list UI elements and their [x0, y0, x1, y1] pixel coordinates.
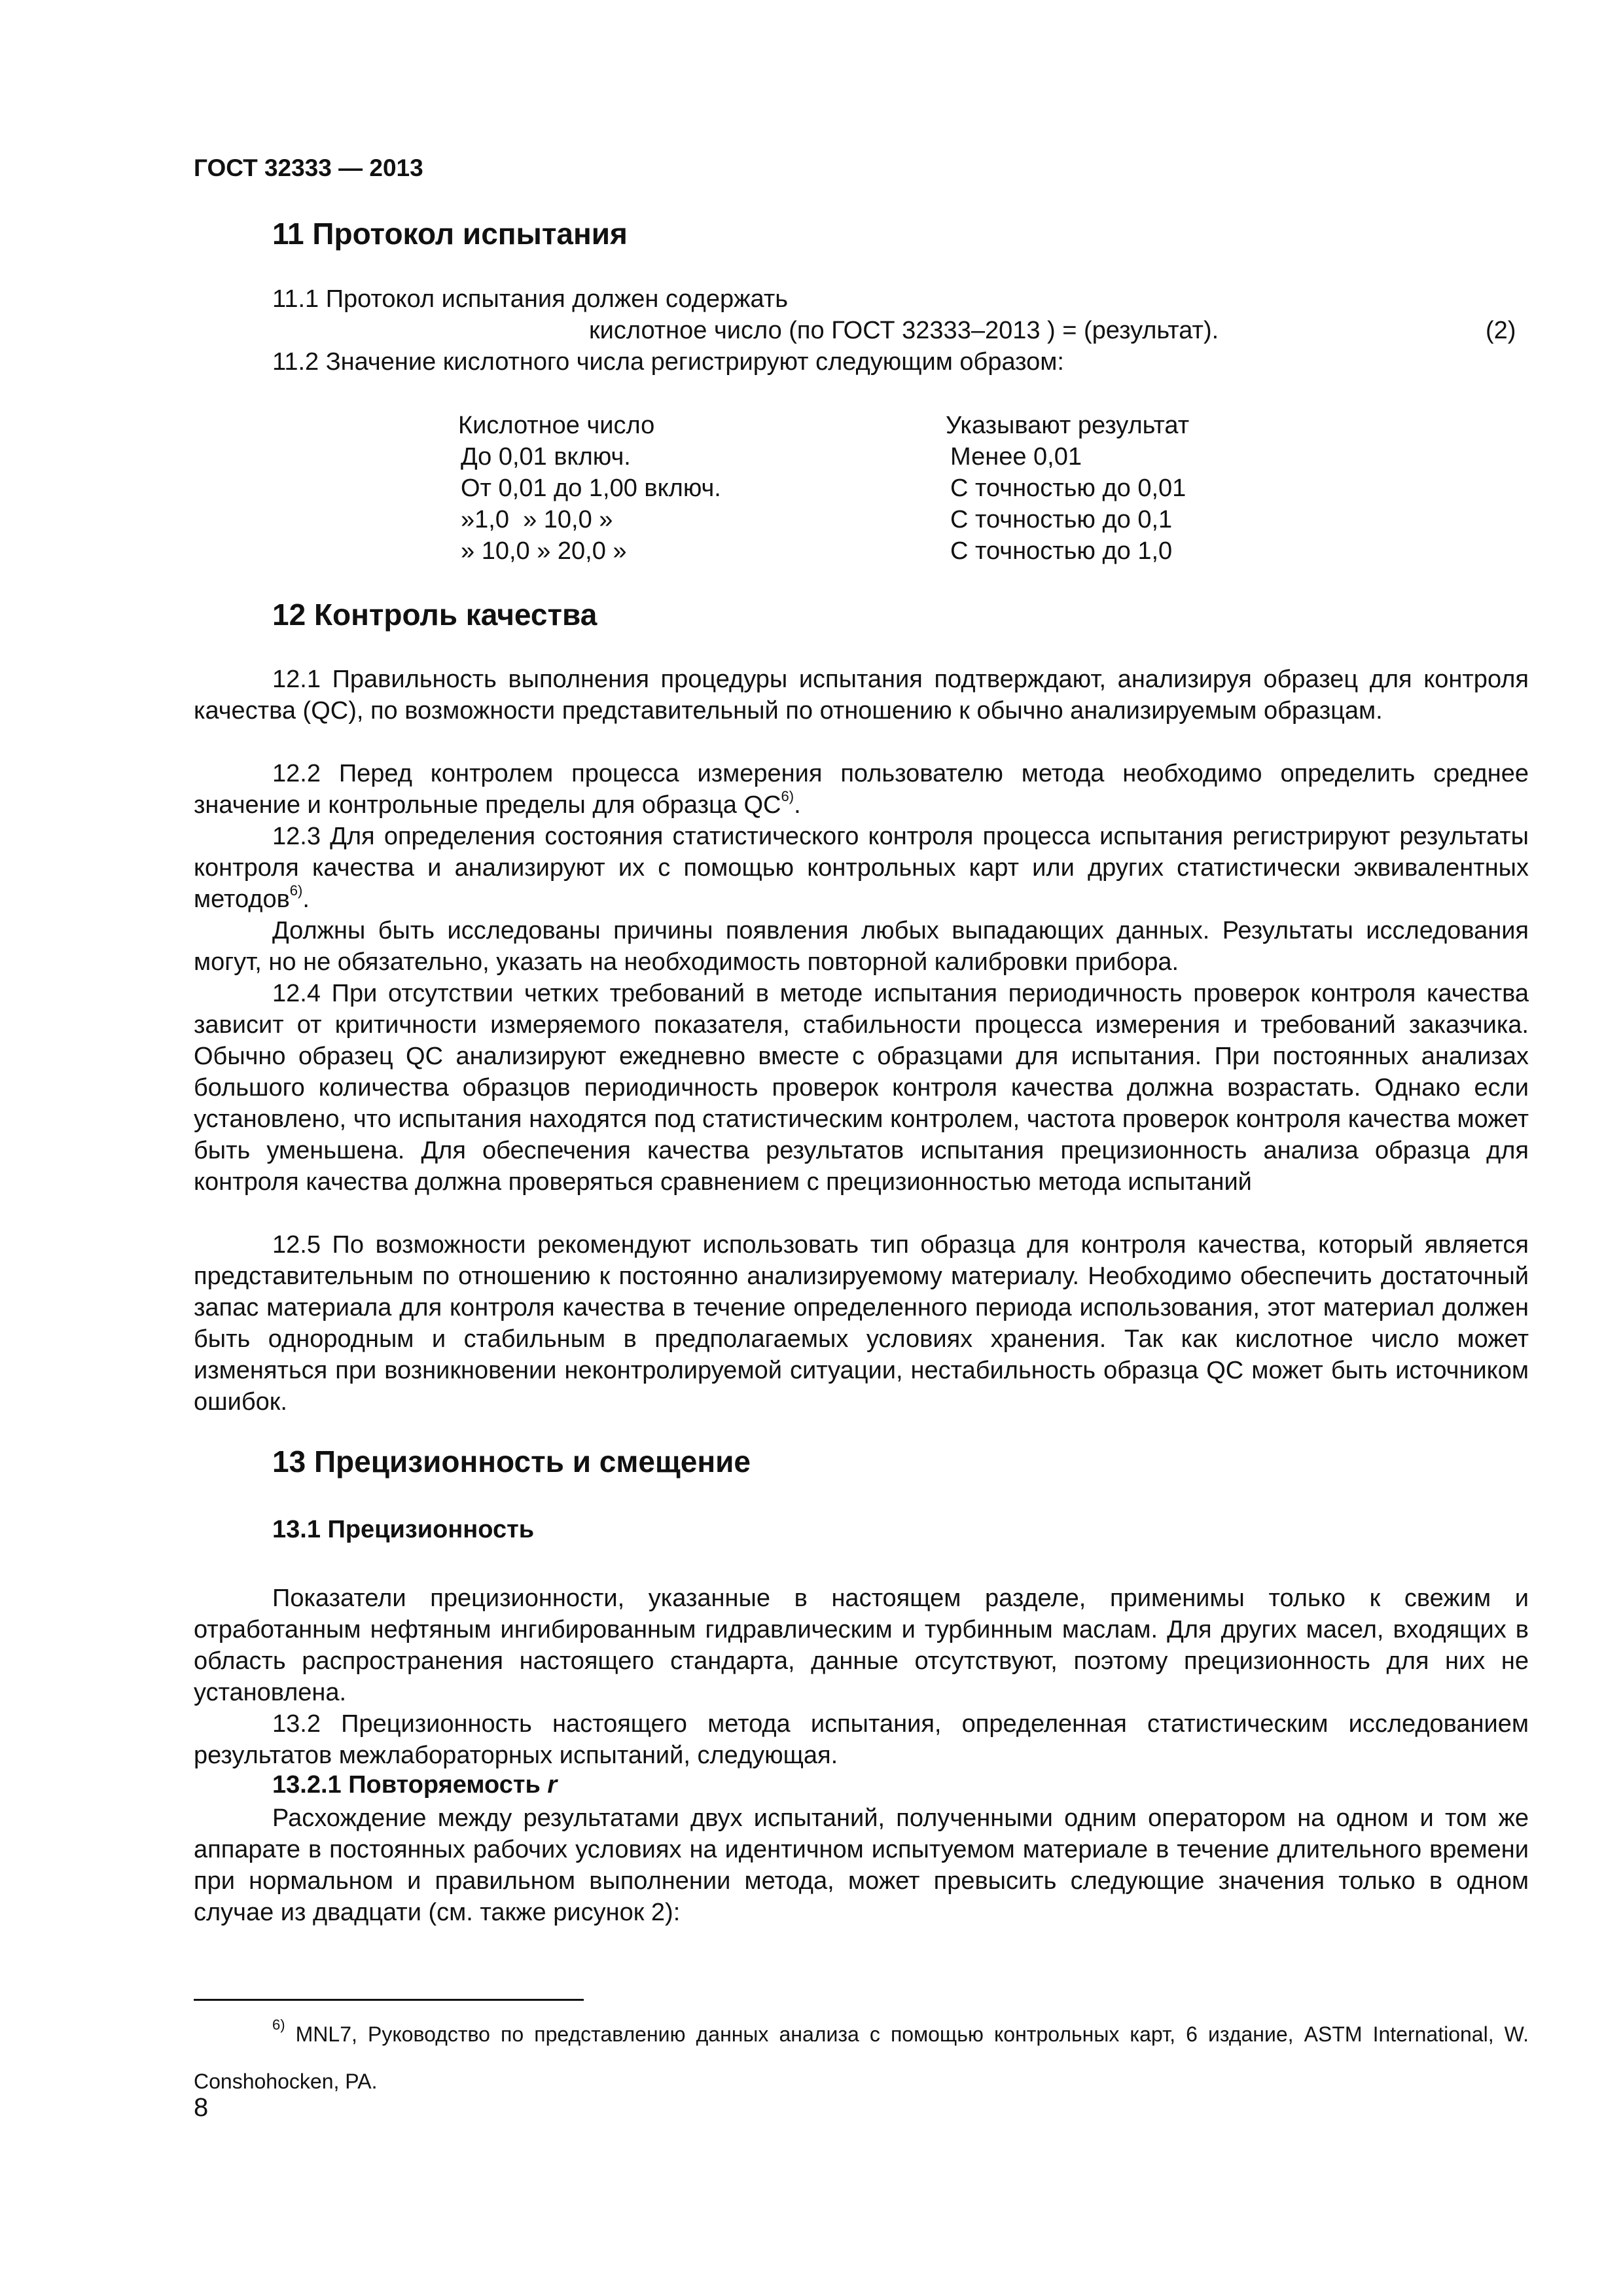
page-number: 8 [194, 2093, 209, 2122]
footnote-separator [194, 1999, 584, 2001]
paragraph-12-2-text: 12.2 Перед контролем процесса измерения пользователю метода необходимо определить среднее значение и контрольные пределы для образца QC [194, 760, 1529, 819]
paragraph-13-1: Показатели прецизионности, указанные в настоящем разделе, применимы только к свежим и отработанным нефтяным ингибированным гидравлическим и турбинным маслам. Для других масел, входящих в область распространения настоящего стандарта, данные отсутствуют, поэтому прецизионность для них не установлена. [194, 1585, 1529, 1706]
section-13-heading: 13 Прецизионность и смещение [272, 1444, 751, 1479]
paragraph-12-3 [194, 821, 1529, 915]
table-cell: »1,0 » 10,0 » [461, 506, 613, 533]
subsection-13-2-1-heading [272, 1771, 557, 1799]
paragraph-13-2: 13.2 Прецизионность настоящего метода испытания, определенная статистическим исследованием результатов межлабораторных испытаний, следующая. [194, 1710, 1529, 1769]
paragraph-12-1: 12.1 Правильность выполнения процедуры испытания подтверждают, анализируя образец для контроля качества (QC), по возможности представительный по отношению к обычно анализируемым образцам. [194, 666, 1529, 725]
table-cell: С точностью до 0,01 [950, 475, 1186, 502]
section-12-heading: 12 Контроль качества [272, 598, 597, 632]
subsection-13-2-1-title: 13.2.1 Повторяемость [272, 1771, 548, 1799]
table-cell: С точностью до 1,0 [950, 537, 1173, 565]
table-row [458, 441, 1440, 473]
paragraph-end-mark: . [302, 886, 310, 913]
footnote-ref: 6) [781, 788, 794, 804]
acid-number-table [458, 410, 1440, 567]
formula-line: кислотное число (по ГОСТ 32333–2013 ) = (результат). [589, 317, 1219, 344]
footnote-mark: 6) [272, 2017, 285, 2033]
footnote-6 [194, 2011, 1529, 2105]
table-cell: » 10,0 » 20,0 » [461, 537, 627, 565]
repeatability-symbol: r [547, 1771, 558, 1799]
footnote-ref: 6) [289, 882, 303, 899]
footnote-text: MNL7, Руководство по представлению данных анализа с помощью контрольных карт, 6 издание, ASTM International, W. Conshohocken, PA. [194, 2022, 1529, 2093]
paragraph-13-2-1: Расхождение между результатами двух испытаний, полученными одним оператором на одном и том же аппарате в постоянных рабочих условиях на идентичном испытуемом материале в течение длительного времени при нормальном и правильном выполнении метода, может превысить следующие значения только в одном случае из двадцати (см. также рисунок 2): [194, 1804, 1529, 1926]
table-cell: С точностью до 0,1 [950, 506, 1173, 533]
table-header-row [458, 410, 1440, 441]
table-cell: От 0,01 до 1,00 включ. [461, 475, 721, 502]
paragraph-11-2: 11.2 Значение кислотного числа регистрируют следующим образом: [272, 348, 1064, 376]
document-header: ГОСТ 32333 — 2013 [194, 154, 423, 181]
table-row [458, 535, 1440, 567]
table-row [458, 504, 1440, 535]
paragraph-end-mark: . [794, 791, 801, 819]
paragraph-12-4: 12.4 При отсутствии четких требований в методе испытания периодичность проверок контроля качества зависит от критичности измеряемого показателя, стабильности процесса измерения и требований заказчика. Обычно образец QC анализируют ежедневно вместе с образцами для испытания. При постоянных анализах большого количества образцов периодичность проверок контроля качества должна возрастать. Однако если установлено, что испытания находятся под статистическим контролем, частота проверок контроля качества может быть уменьшена. Для обеспечения качества результатов испытания прецизионность анализа образца для контроля качества должна проверяться сравнением с прецизионностью метода испытаний [194, 980, 1529, 1196]
formula-number: (2) [1486, 317, 1516, 344]
paragraph-12-3-text: 12.3 Для определения состояния статистического контроля процесса испытания регистрируют результаты контроля качества и анализируют их с помощью контрольных карт или других статистически эквивалентных методов [194, 823, 1529, 913]
paragraph-12-5: 12.5 По возможности рекомендуют использовать тип образца для контроля качества, который является представительным по отношению к постоянно анализируемому материалу. Необходимо обеспечить достаточный запас материала для контроля качества в течение определенного периода использования, этот материал должен быть однородным и стабильным в предполагаемых условиях хранения. Так как кислотное число может изменяться при возникновении неконтролируемой ситуации, нестабильность образца QC может быть источником ошибок. [194, 1231, 1529, 1416]
table-header-cell: Кислотное число [458, 412, 655, 439]
subsection-13-1-heading: 13.1 Прецизионность [272, 1516, 535, 1543]
paragraph-outliers: Должны быть исследованы причины появления любых выпадающих данных. Результаты исследования могут, но не обязательно, указать на необходимость повторной калибровки прибора. [194, 917, 1529, 976]
paragraph-12-2 [194, 758, 1529, 821]
paragraph-11-1: 11.1 Протокол испытания должен содержать [272, 285, 789, 313]
table-row [458, 473, 1440, 504]
table-cell: Менее 0,01 [950, 443, 1082, 471]
table-cell: До 0,01 включ. [461, 443, 631, 471]
section-11-heading: 11 Протокол испытания [272, 217, 628, 251]
table-header-cell: Указывают результат [946, 412, 1190, 439]
